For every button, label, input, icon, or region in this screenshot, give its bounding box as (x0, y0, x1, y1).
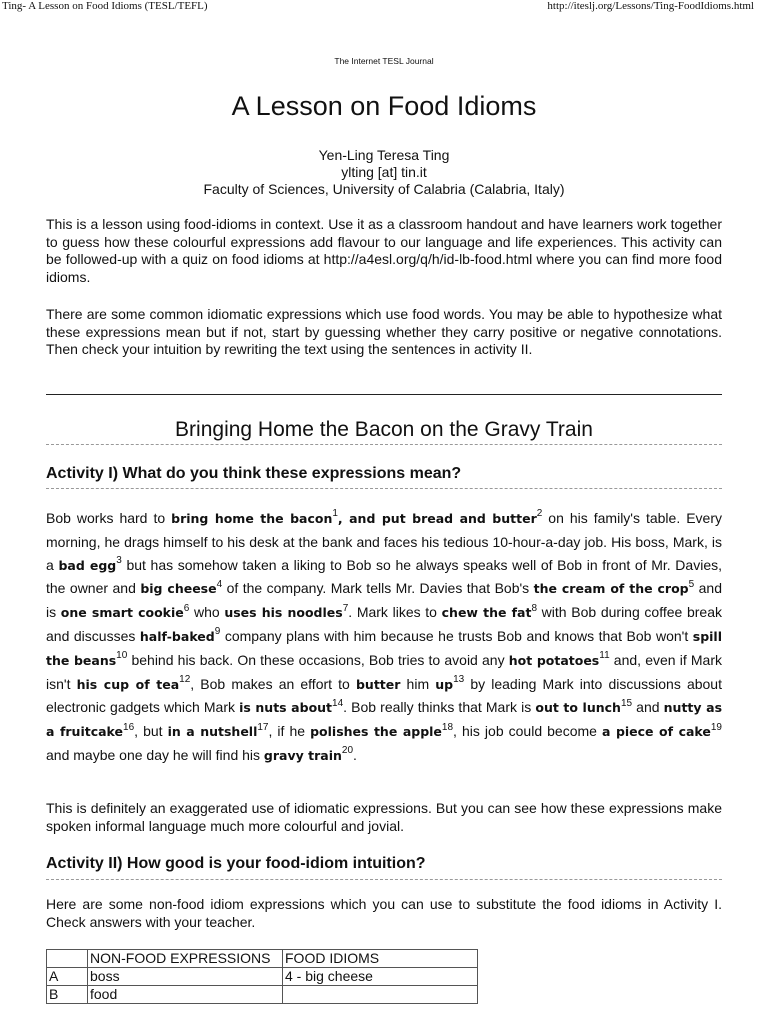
idiom: half-baked (139, 628, 215, 644)
idiom: is nuts about (239, 700, 333, 716)
idiom: spill the beans (46, 628, 722, 668)
table-row (47, 986, 478, 1004)
table-header-cell: FOOD IDIOMS (283, 950, 478, 968)
footnote-number: 15 (620, 697, 633, 709)
idiom: big cheese (140, 581, 217, 597)
intro-paragraph-2: There are some common idiomatic expressions which use food words. You may be able to hypothesize what these expressions mean but if not, start by guessing whether they carry positive or negative connotations. Then check your intuition by rewriting the text using the sentences in activity II. (46, 306, 722, 358)
story-paragraph: Bob works hard to bring home the bacon$^1$, and put bread and butter$^2$ on his family's table. Every morning, he drags himself to his desk at the bank and faces his tedious 10-hour-a-day job. His boss, Mark, is a bad egg$^3$ but has somehow taken a liking to Bob so he always speaks well of Bob in front of Mr. Davies, the owner and big cheese$^4$ of the company. Mark tells Mr. Davies that Bob's the cream of the crop$^5$ and is one smart cookie$^6$ who uses his noodles$^7$. Mark likes to chew the fat$^8$ with Bob during coffee break and discusses half-baked$^9$ company plans with him because he trusts Bob and knows that Bob won't spill the beans$^{10}$ behind his back. On these occasions, Bob tries to avoid any hot potatoes$^{11}$ and, even if Mark isn't his cup of tea$^{12}$, Bob makes an effort to butter him $up^{13}$ by leading Mark into discussions about electronic gadgets which Mark is nuts about$^{14}$. Bob really thinks that Mark is out to lunch$^{15}$ and nutty as a fruitcake$^{16}$, but in a nutshell$^{17}$, if he polishes the apple$^{18}$, his job could become a piece of cake$^{19}$ and maybe one day he will find his gravy train$^{20}$. (46, 508, 723, 763)
table-cell: B (47, 986, 88, 1004)
section-title: Bringing Home the Bacon on the Gravy Train (175, 418, 593, 441)
footnote-number: 17 (257, 721, 269, 733)
author-block (0, 147, 768, 198)
footnote-number: 16 (123, 721, 135, 733)
page-title: A Lesson on Food Idioms (231, 91, 537, 121)
idiom: nutty as a fruitcake (46, 700, 723, 740)
idiom-table (46, 949, 478, 1004)
idiom: one smart cookie (60, 605, 184, 621)
author-name: Yen-Ling Teresa Ting (318, 147, 450, 163)
footnote-number: 7 (342, 602, 349, 614)
journal-name: The Internet TESL Journal (334, 56, 434, 66)
table-cell: food (88, 986, 283, 1004)
idiom: hot potatoes (508, 652, 600, 668)
footnote-number: 12 (179, 673, 191, 685)
print-header-title: Ting- A Lesson on Food Idioms (TESL/TEFL) (2, 0, 208, 12)
activity-1-divider (46, 488, 722, 489)
footnote-number: 19 (710, 721, 722, 733)
idiom: a piece of cake (602, 724, 711, 740)
footnote-number: 6 (183, 602, 190, 614)
activity-2-heading: Activity II) How good is your food-idiom intuition? (46, 855, 426, 872)
author-affiliation: Faculty of Sciences, University of Calabria (Calabria, Italy) (203, 181, 565, 197)
table-cell: boss (88, 968, 283, 986)
idiom: uses his noodles (224, 605, 343, 621)
idiom: up (435, 676, 454, 692)
footnote-number: 10 (116, 650, 128, 662)
footnote-number: 13 (453, 673, 465, 685)
intro-paragraph-1: This is a lesson using food-idioms in context. Use it as a classroom handout and have learners work together to guess how these colourful expressions add flavour to our language and life experiences. This activity can be followed-up with a quiz on food idioms at http://a4esl.org/q/h/id-lb-food.html where you can find more food idioms. (46, 216, 722, 285)
idiom: chew the fat (441, 605, 532, 621)
footnote-number: 3 (116, 554, 122, 566)
idiom: bad egg (58, 557, 117, 573)
idiom: bread and butter (412, 511, 537, 526)
idiom: the cream of the crop (533, 581, 689, 597)
idiom: bring home the bacon (171, 511, 333, 526)
table-header-cell (47, 950, 88, 968)
footnote-number: 4 (216, 578, 223, 590)
after-story-paragraph: This is definitely an exaggerated use of idiomatic expressions. But you can see how these expressions make spoken informal language much more colourful and jovial. (46, 800, 722, 834)
footnote-number: 5 (688, 578, 695, 590)
table-cell: A (47, 968, 88, 986)
table-cell: 4 - big cheese (283, 968, 478, 986)
table-header-row (47, 950, 478, 968)
idiom: gravy train (263, 747, 342, 763)
idiom: in a nutshell (167, 724, 258, 740)
table-header-cell: NON-FOOD EXPRESSIONS (88, 950, 283, 968)
idiom: polishes the apple (310, 724, 442, 740)
idiom: out to lunch (535, 700, 621, 716)
footnote-number: 14 (332, 697, 344, 709)
horizontal-rule (46, 394, 722, 395)
idiom: his cup of tea (76, 676, 180, 692)
footnote-number: 2 (536, 508, 543, 520)
print-header-url: http://iteslj.org/Lessons/Ting-FoodIdioms.html (547, 0, 754, 12)
author-email: ylting [at] tin.it (341, 164, 427, 180)
footnote-number: 11 (599, 650, 610, 662)
activity-2-intro: Here are some non-food idiom expressions which you can use to substitute the food idioms in Activity I. Check answers with your teacher. (46, 896, 722, 930)
footnote-number: 9 (214, 626, 221, 638)
footnote-number: 1 (332, 508, 338, 520)
activity-1-heading: Activity I) What do you think these expressions mean? (46, 465, 462, 482)
footnote-number: 18 (441, 721, 454, 733)
table-cell (283, 986, 478, 1004)
footnote-number: 8 (531, 602, 538, 614)
section-divider (46, 444, 722, 445)
table-row (47, 968, 478, 986)
idiom: butter (355, 676, 401, 692)
activity-2-divider (46, 879, 722, 880)
footnote-number: 20 (341, 745, 354, 757)
